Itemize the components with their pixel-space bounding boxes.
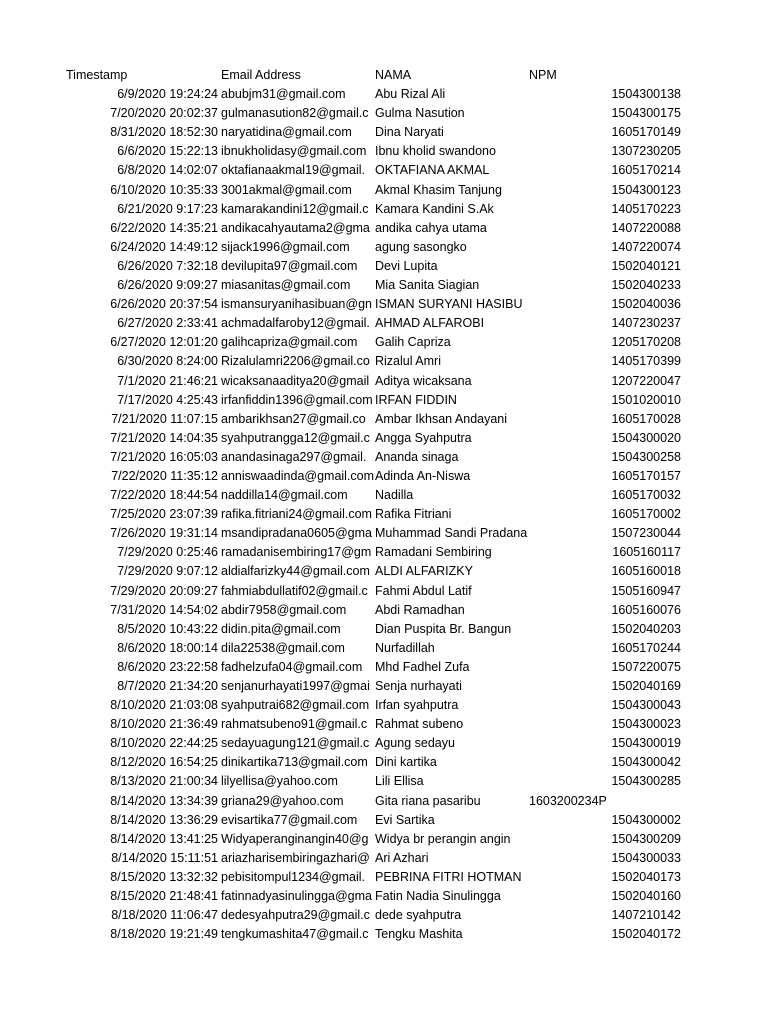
cell-npm: 1502040172 — [611, 927, 681, 942]
table-row — [0, 391, 768, 410]
table-row — [0, 620, 768, 639]
cell-timestamp: 8/14/2020 13:34:39 — [110, 793, 218, 808]
cell-timestamp: 6/27/2020 2:33:41 — [117, 316, 218, 331]
table-row — [0, 906, 768, 925]
cell-nama: Rahmat subeno — [375, 717, 464, 732]
cell-timestamp: 6/26/2020 20:37:54 — [110, 297, 218, 312]
cell-email: 3001akmal@gmail.com — [221, 182, 352, 197]
cell-email: evisartika77@gmail.com — [221, 812, 358, 827]
cell-timestamp: 7/25/2020 23:07:39 — [110, 507, 218, 522]
cell-email: kamarakandini12@gmail.c — [221, 201, 369, 216]
cell-npm: 1504300138 — [611, 87, 681, 102]
cell-timestamp: 8/31/2020 18:52:30 — [110, 125, 218, 140]
spreadsheet — [0, 66, 768, 944]
cell-timestamp: 6/22/2020 14:35:21 — [110, 220, 218, 235]
table-row — [0, 257, 768, 276]
header-row — [0, 66, 768, 85]
cell-npm: 1504300043 — [611, 698, 681, 713]
table-row — [0, 142, 768, 161]
cell-npm: 1605170002 — [611, 507, 681, 522]
cell-npm: 1504300002 — [611, 812, 681, 827]
cell-nama: Rafika Fitriani — [375, 507, 452, 522]
cell-timestamp: 8/5/2020 10:43:22 — [117, 621, 218, 636]
cell-npm: 1502040233 — [611, 278, 681, 293]
cell-timestamp: 6/10/2020 10:35:33 — [110, 182, 218, 197]
table-row — [0, 677, 768, 696]
cell-npm: 1504300020 — [611, 430, 681, 445]
cell-npm: 1605170214 — [611, 163, 681, 178]
cell-email: dinikartika713@gmail.com — [221, 755, 368, 770]
cell-npm: 1605170157 — [611, 468, 681, 483]
cell-timestamp: 8/18/2020 19:21:49 — [110, 927, 218, 942]
cell-timestamp: 8/10/2020 22:44:25 — [110, 736, 218, 751]
cell-npm: 1504300258 — [611, 449, 681, 464]
cell-nama: Senja nurhayati — [375, 679, 462, 693]
cell-email: devilupita97@gmail.com — [221, 258, 358, 273]
cell-timestamp: 7/1/2020 21:46:21 — [117, 373, 218, 388]
cell-npm: 1207220047 — [611, 373, 681, 388]
cell-npm: 1405170399 — [611, 354, 681, 369]
table-row — [0, 849, 768, 868]
cell-nama: Agung sedayu — [375, 736, 455, 751]
cell-email: sedayuagung121@gmail.c — [221, 736, 370, 751]
cell-nama: Ananda sinaga — [375, 449, 459, 464]
cell-npm: 1407230237 — [611, 316, 681, 331]
cell-timestamp: 7/22/2020 11:35:12 — [111, 468, 218, 483]
cell-nama: Gita riana pasaribu — [375, 793, 481, 808]
cell-npm: 1605170032 — [611, 488, 681, 503]
table-row — [0, 715, 768, 734]
cell-email: dedesyahputra29@gmail.c — [221, 908, 370, 923]
cell-npm: 1605170028 — [611, 411, 681, 426]
cell-timestamp: 7/21/2020 16:05:03 — [110, 449, 218, 464]
cell-email: ismansuryanihasibuan@gn — [221, 297, 372, 312]
table-row — [0, 333, 768, 352]
cell-nama: Devi Lupita — [375, 258, 438, 273]
cell-email: naryatidina@gmail.com — [221, 125, 352, 140]
cell-nama: Gulma Nasution — [375, 106, 465, 121]
cell-timestamp: 8/14/2020 15:11:51 — [111, 850, 218, 865]
table-row — [0, 734, 768, 753]
cell-email: ambarikhsan27@gmail.co — [221, 411, 366, 426]
cell-email: ibnukholidasy@gmail.com — [221, 144, 367, 159]
cell-npm: 1507230044 — [611, 526, 681, 541]
cell-nama: Tengku Mashita — [375, 927, 463, 942]
cell-email: rafika.fitriani24@gmail.com — [221, 507, 372, 522]
cell-nama: Mia Sanita Siagian — [375, 278, 480, 293]
table-row — [0, 925, 768, 944]
table-body — [0, 85, 768, 944]
cell-email: griana29@yahoo.com — [221, 793, 344, 808]
table-row — [0, 753, 768, 772]
cell-nama: dede syahputra — [375, 908, 462, 923]
cell-timestamp: 6/26/2020 7:32:18 — [117, 258, 218, 273]
cell-nama: ALDI ALFARIZKY — [375, 564, 473, 579]
cell-email: fahmiabdullatif02@gmail.c — [221, 583, 368, 598]
cell-email: lilyellisa@yahoo.com — [221, 774, 338, 789]
table-row — [0, 887, 768, 906]
cell-timestamp: 8/18/2020 11:06:47 — [111, 908, 218, 923]
header-email: Email Address — [221, 68, 301, 82]
table-row — [0, 543, 768, 562]
table-row — [0, 314, 768, 333]
cell-nama: Rizalul Amri — [375, 354, 441, 369]
cell-nama: Abdi Ramadhan — [375, 602, 465, 617]
cell-npm: 1605160076 — [611, 602, 681, 617]
table-row — [0, 582, 768, 601]
cell-npm: 1504300019 — [611, 736, 681, 751]
cell-npm: 1504300033 — [611, 850, 681, 865]
cell-nama: Fatin Nadia Sinulingga — [375, 889, 501, 904]
table-row — [0, 524, 768, 543]
header-nama: NAMA — [375, 68, 412, 82]
cell-email: rahmatsubeno91@gmail.c — [221, 717, 368, 732]
table-row — [0, 696, 768, 715]
table-row — [0, 868, 768, 887]
cell-timestamp: 8/10/2020 21:03:08 — [110, 698, 218, 713]
table-row — [0, 295, 768, 314]
cell-email: galihcapriza@gmail.com — [221, 335, 358, 350]
table-row — [0, 658, 768, 677]
header-npm: NPM — [529, 68, 557, 82]
cell-email: syahputrangga12@gmail.c — [221, 430, 370, 445]
cell-timestamp: 7/29/2020 20:09:27 — [110, 583, 218, 598]
cell-nama: IRFAN FIDDIN — [375, 392, 457, 407]
cell-npm: 1502040121 — [611, 258, 681, 273]
cell-email: pebisitompul1234@gmail. — [221, 869, 366, 884]
cell-timestamp: 7/26/2020 19:31:14 — [110, 526, 218, 541]
table-row — [0, 238, 768, 257]
cell-email: achmadalfaroby12@gmail. — [221, 316, 370, 331]
cell-npm: 1603200234P — [529, 793, 607, 808]
table-row — [0, 772, 768, 791]
cell-timestamp: 7/29/2020 9:07:12 — [117, 564, 218, 579]
table-row — [0, 505, 768, 524]
cell-npm: 1605170149 — [611, 125, 681, 140]
cell-npm: 1505160947 — [611, 583, 681, 598]
table-row — [0, 276, 768, 295]
table-row — [0, 181, 768, 200]
cell-nama: andika cahya utama — [375, 220, 487, 235]
table-row — [0, 85, 768, 104]
cell-npm: 1605170244 — [611, 640, 681, 655]
cell-timestamp: 6/9/2020 19:24:24 — [117, 87, 218, 102]
cell-nama: Galih Capriza — [375, 335, 451, 350]
cell-nama: Nadilla — [375, 488, 414, 503]
cell-nama: ISMAN SURYANI HASIBU — [375, 297, 523, 312]
cell-npm: 1307230205 — [611, 144, 681, 159]
cell-email: wicaksanaaditya20@gmail — [221, 373, 370, 388]
cell-email: anandasinaga297@gmail. — [221, 449, 367, 464]
cell-email: msandipradana0605@gma — [221, 526, 372, 541]
cell-npm: 1504300285 — [611, 774, 681, 789]
cell-email: dila22538@gmail.com — [221, 640, 345, 655]
cell-timestamp: 7/17/2020 4:25:43 — [117, 392, 218, 407]
table-row — [0, 448, 768, 467]
table-row — [0, 467, 768, 486]
cell-npm: 1502040169 — [611, 679, 681, 693]
cell-email: miasanitas@gmail.com — [221, 278, 351, 293]
cell-nama: Angga Syahputra — [375, 430, 472, 445]
cell-timestamp: 8/10/2020 21:36:49 — [110, 717, 218, 732]
cell-timestamp: 6/8/2020 14:02:07 — [117, 163, 218, 178]
cell-email: Rizalulamri2206@gmail.co — [221, 354, 370, 369]
cell-npm: 1502040203 — [611, 621, 681, 636]
cell-npm: 1504300042 — [611, 755, 681, 770]
cell-npm: 1407220074 — [611, 239, 681, 254]
cell-email: ramadanisembiring17@gm — [221, 545, 372, 560]
cell-nama: Kamara Kandini S.Ak — [375, 201, 494, 216]
cell-timestamp: 7/31/2020 14:54:02 — [110, 602, 218, 617]
cell-timestamp: 6/24/2020 14:49:12 — [110, 239, 218, 254]
cell-npm: 1407220088 — [611, 220, 681, 235]
table-row — [0, 601, 768, 620]
cell-email: sijack1996@gmail.com — [221, 239, 350, 254]
table-row — [0, 372, 768, 391]
cell-npm: 1501020010 — [611, 392, 681, 407]
cell-email: gulmanasution82@gmail.c — [221, 106, 369, 121]
header-timestamp: Timestamp — [66, 68, 128, 82]
cell-nama: Lili Ellisa — [375, 774, 424, 789]
cell-timestamp: 8/15/2020 21:48:41 — [110, 889, 218, 904]
cell-nama: PEBRINA FITRI HOTMAN — [375, 869, 522, 884]
cell-timestamp: 7/21/2020 14:04:35 — [110, 430, 218, 445]
cell-email: ariazharisembiringazhari@ — [221, 850, 370, 865]
table-row — [0, 352, 768, 371]
cell-email: fadhelzufa04@gmail.com — [221, 659, 363, 674]
cell-nama: OKTAFIANA AKMAL — [375, 163, 490, 178]
cell-npm: 1504300023 — [611, 717, 681, 732]
cell-nama: Aditya wicaksana — [375, 373, 472, 388]
cell-email: abdir7958@gmail.com — [221, 602, 347, 617]
cell-nama: Ari Azhari — [375, 850, 429, 865]
cell-npm: 1507220075 — [611, 659, 681, 674]
cell-npm: 1502040160 — [611, 889, 681, 904]
table-row — [0, 486, 768, 505]
cell-nama: Adinda An-Niswa — [375, 468, 471, 483]
cell-email: oktafianaakmal19@gmail. — [221, 163, 366, 178]
cell-timestamp: 8/6/2020 18:00:14 — [117, 640, 218, 655]
cell-npm: 1407210142 — [611, 908, 681, 923]
cell-npm: 1605160117 — [612, 545, 681, 560]
cell-email: aldialfarizky44@gmail.com — [221, 564, 370, 579]
cell-nama: Dian Puspita Br. Bangun — [375, 621, 512, 636]
cell-npm: 1504300123 — [611, 182, 681, 197]
cell-npm: 1405170223 — [611, 201, 681, 216]
table-row — [0, 104, 768, 123]
cell-timestamp: 7/29/2020 0:25:46 — [117, 545, 218, 560]
cell-timestamp: 7/21/2020 11:07:15 — [111, 411, 218, 426]
cell-npm: 1504300209 — [611, 831, 681, 846]
cell-timestamp: 7/20/2020 20:02:37 — [110, 106, 218, 121]
cell-timestamp: 6/27/2020 12:01:20 — [110, 335, 218, 350]
table-row — [0, 200, 768, 219]
cell-npm: 1605160018 — [611, 564, 681, 579]
cell-npm: 1502040036 — [611, 297, 681, 312]
table-row — [0, 792, 768, 811]
cell-timestamp: 8/7/2020 21:34:20 — [117, 679, 218, 693]
cell-nama: Muhammad Sandi Pradana — [375, 526, 528, 541]
cell-timestamp: 8/13/2020 21:00:34 — [110, 774, 218, 789]
cell-nama: Abu Rizal Ali — [375, 87, 446, 102]
cell-email: didin.pita@gmail.com — [221, 621, 341, 636]
cell-timestamp: 6/6/2020 15:22:13 — [117, 144, 218, 159]
cell-timestamp: 8/12/2020 16:54:25 — [110, 755, 218, 770]
cell-timestamp: 8/6/2020 23:22:58 — [117, 659, 218, 674]
cell-email: abubjm31@gmail.com — [221, 87, 346, 102]
table-row — [0, 639, 768, 658]
table-row — [0, 830, 768, 849]
cell-email: naddilla14@gmail.com — [221, 488, 348, 503]
cell-nama: Nurfadillah — [375, 640, 435, 655]
cell-nama: Irfan syahputra — [375, 698, 459, 713]
cell-nama: Fahmi Abdul Latif — [375, 583, 472, 598]
cell-email: irfanfiddin1396@gmail.com — [221, 392, 373, 407]
cell-nama: agung sasongko — [375, 239, 467, 254]
cell-nama: Ibnu kholid swandono — [375, 144, 496, 159]
cell-email: tengkumashita47@gmail.c — [221, 927, 369, 942]
cell-timestamp: 8/14/2020 13:36:29 — [110, 812, 218, 827]
cell-nama: Ambar Ikhsan Andayani — [375, 411, 508, 426]
cell-timestamp: 6/30/2020 8:24:00 — [117, 354, 218, 369]
cell-email: Widyaperanginangin40@g — [221, 831, 369, 846]
table-row — [0, 562, 768, 581]
table-row — [0, 410, 768, 429]
cell-timestamp: 6/21/2020 9:17:23 — [117, 201, 218, 216]
cell-timestamp: 8/15/2020 13:32:32 — [110, 869, 218, 884]
table-row — [0, 811, 768, 830]
cell-timestamp: 6/26/2020 9:09:27 — [117, 278, 218, 293]
cell-email: andikacahyautama2@gma — [221, 220, 370, 235]
table-row — [0, 219, 768, 238]
table-row — [0, 161, 768, 180]
cell-email: syahputrai682@gmail.com — [221, 698, 370, 713]
cell-npm: 1205170208 — [611, 335, 681, 350]
table-row — [0, 429, 768, 448]
cell-npm: 1502040173 — [611, 869, 681, 884]
cell-email: senjanurhayati1997@gmai — [221, 679, 370, 693]
cell-nama: Dini kartika — [375, 755, 437, 770]
cell-email: fatinnadyasinulingga@gma — [221, 889, 372, 904]
cell-timestamp: 8/14/2020 13:41:25 — [110, 831, 218, 846]
cell-timestamp: 7/22/2020 18:44:54 — [110, 488, 218, 503]
cell-nama: Akmal Khasim Tanjung — [375, 182, 502, 197]
cell-nama: Widya br perangin angin — [375, 831, 511, 846]
cell-nama: Dina Naryati — [375, 125, 444, 140]
cell-npm: 1504300175 — [611, 106, 681, 121]
table-row — [0, 123, 768, 142]
cell-email: anniswaadinda@gmail.com — [221, 468, 374, 483]
cell-nama: Evi Sartika — [375, 812, 435, 827]
cell-nama: AHMAD ALFAROBI — [375, 316, 485, 331]
cell-nama: Mhd Fadhel Zufa — [375, 659, 470, 674]
cell-nama: Ramadani Sembiring — [375, 545, 492, 560]
